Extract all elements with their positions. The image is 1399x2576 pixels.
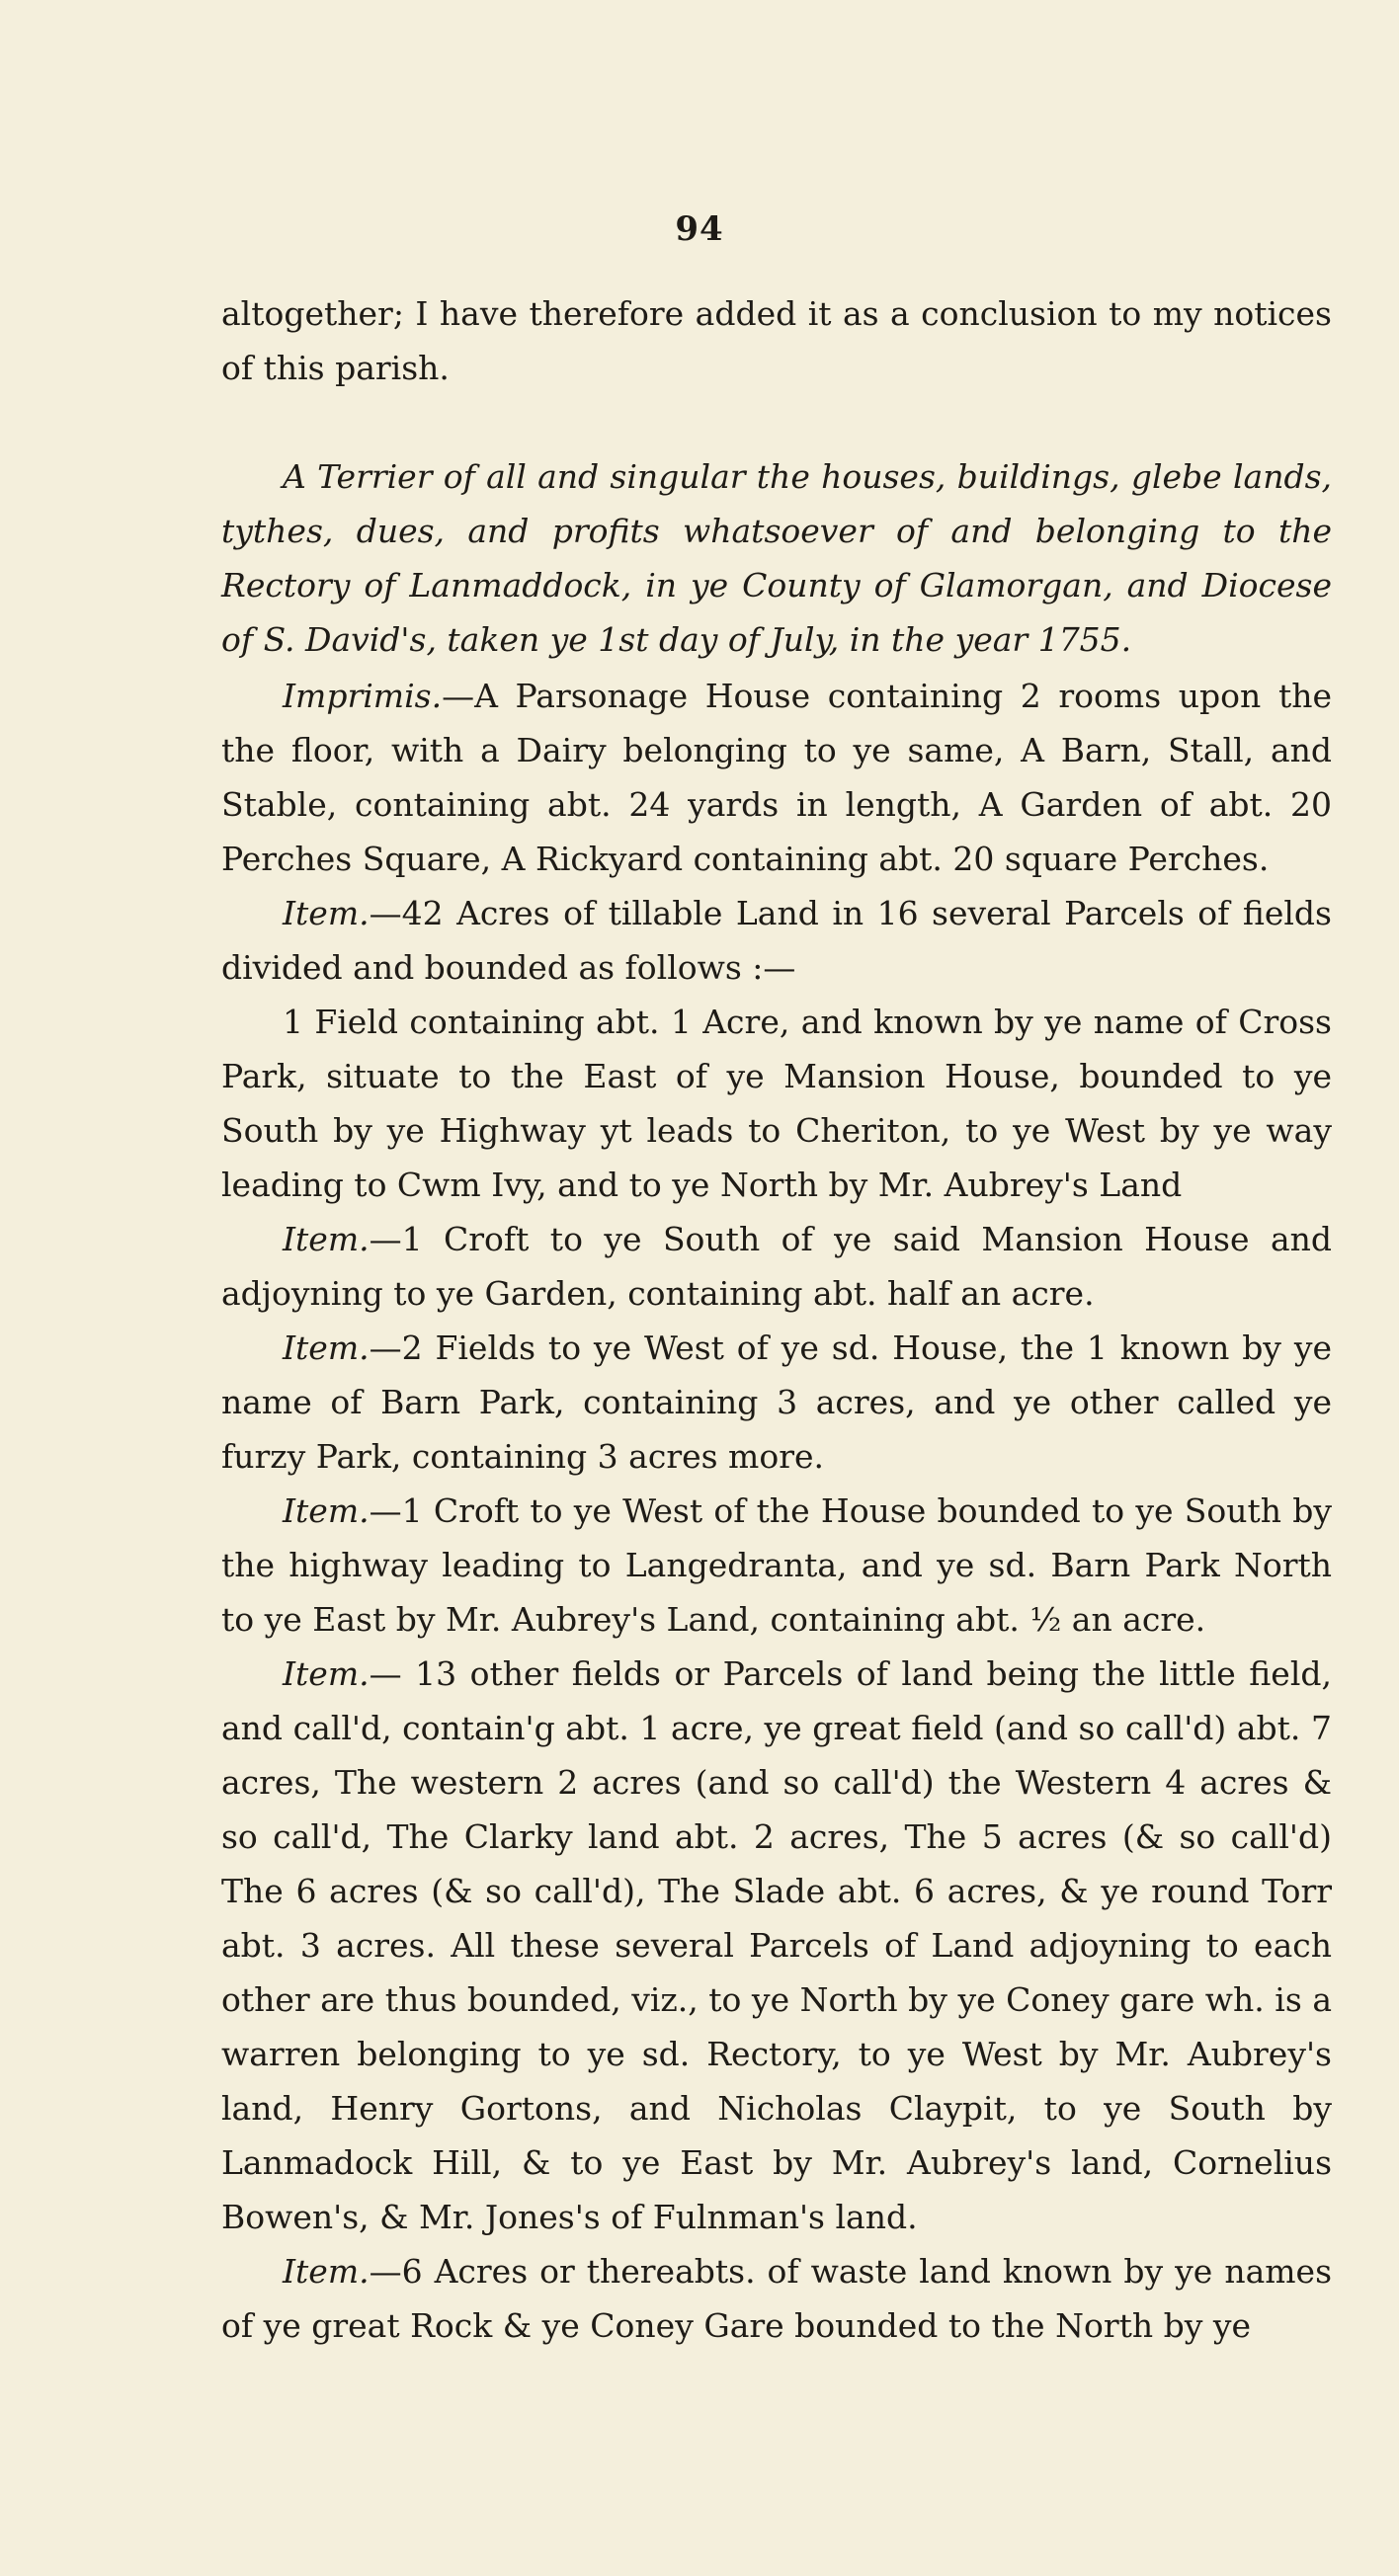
entry-cross-park	[221, 995, 1332, 1212]
entry-text: 1 Field containing abt. 1 Acre, and known by ye name of Cross Park, situate to the East of ye Mansion House, bounded to ye South by ye Highway yt leads to Cheriton, to ye West by ye way leading to Cwm Ivy, and to ye North by Mr. Aubrey's Land	[221, 1003, 1332, 1204]
entry-text: —6 Acres or thereabts. of waste land known by ye names of ye great Rock & ye Coney Gare bounded to the North by ye	[221, 2252, 1332, 2345]
entry-text: — 13 other fields or Parcels of land being the little field, and call'd, contain'g abt. 1 acre, ye great field (and so call'd) abt. 7 acres, The western 2 acres (and so call'd) the Western 4 acres & so call'd, The Clarky land abt. 2 acres, The 5 acres (& so call'd) The 6 acres (& so call'd), The Slade abt. 6 acres, & ye round Torr abt. 3 acres. All these several Parcels of Land adjoyning to each other are thus bounded, viz., to ye North by ye Coney gare wh. is a warren belonging to ye sd. Rectory, to ye West by Mr. Aubrey's land, Henry Gortons, and Nicholas Claypit, to ye South by Lanmadock Hill, & to ye East by Mr. Aubrey's land, Cornelius Bowen's, & Mr. Jones's of Fulnman's land.	[221, 1654, 1332, 2236]
entry-item-barn-park	[221, 1321, 1332, 1484]
entry-item-croft-west	[221, 1484, 1332, 1647]
entry-imprimis	[221, 669, 1332, 886]
entry-item-thirteen-fields	[221, 1647, 1332, 2244]
entry-lead: Item.	[283, 894, 370, 932]
entry-lead: Item.	[283, 2252, 370, 2291]
entry-text: —1 Croft to ye South of ye said Mansion House and adjoyning to ye Garden, containing abt. half an acre.	[221, 1220, 1332, 1313]
entry-lead: Item.	[283, 1328, 370, 1367]
entry-text: —2 Fields to ye West of ye sd. House, the 1 known by ye name of Barn Park, containing 3 acres, and ye other called ye furzy Park, containing 3 acres more.	[221, 1328, 1332, 1476]
page-number: 94	[675, 209, 724, 249]
entry-item-tillable-land	[221, 886, 1332, 995]
terrier-title: A Terrier of all and singular the houses, buildings, glebe lands, tythes, dues, and profits whatsoever of and belonging to the Rectory of Lanmaddock, in ye County of Glamorgan, and Diocese of S. David's, taken ye 1st day of July, in the year 1755.	[221, 457, 1332, 659]
entry-item-waste-land	[221, 2244, 1332, 2353]
entry-text: —A Parsonage House containing 2 rooms upon the the floor, with a Dairy belonging to ye same, A Barn, Stall, and Stable, containing abt. 24 yards in length, A Garden of abt. 20 Perches Square, A Rickyard containing abt. 20 square Perches.	[221, 677, 1332, 878]
entry-text: —42 Acres of tillable Land in 16 several Parcels of fields divided and bounded as follows :—	[221, 894, 1332, 987]
entry-lead: Item.	[283, 1654, 370, 1693]
entry-lead: Item.	[283, 1491, 370, 1530]
entry-lead: Item.	[283, 1220, 370, 1258]
page-text	[221, 286, 1332, 2353]
entry-lead: Imprimis.	[283, 677, 443, 715]
entry-item-croft-south	[221, 1212, 1332, 1321]
opening-paragraph: altogether; I have therefore added it as a conclusion to my notices of this parish.	[221, 294, 1332, 387]
entry-text: —1 Croft to ye West of the House bounded to ye South by the highway leading to Langedranta, and ye sd. Barn Park North to ye East by Mr. Aubrey's Land, containing abt. ½ an acre.	[221, 1491, 1332, 1639]
